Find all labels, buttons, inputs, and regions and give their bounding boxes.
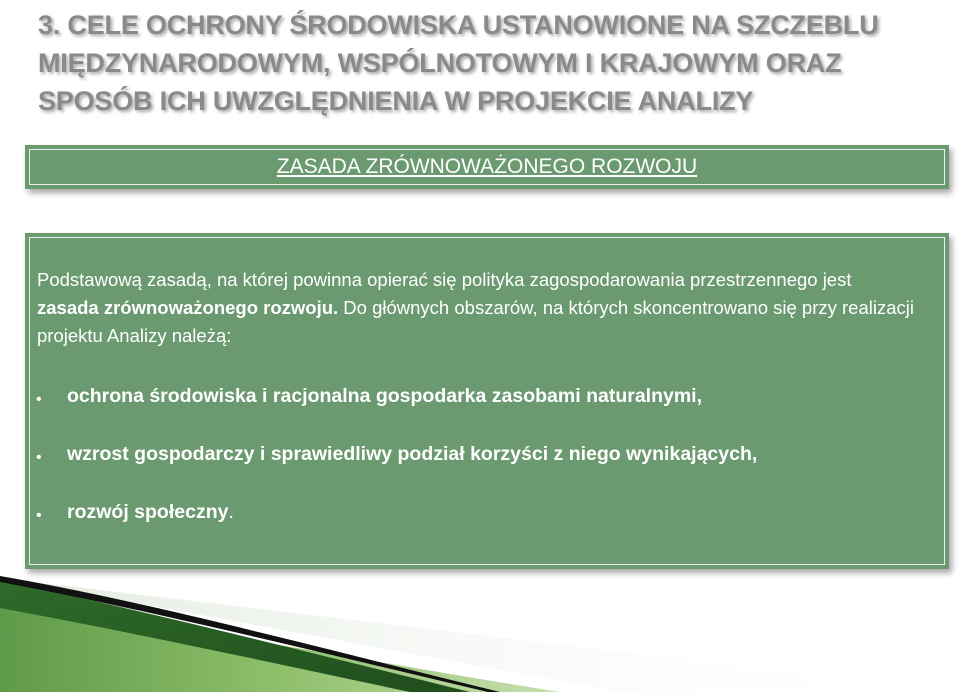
bullet-list bbox=[30, 384, 935, 558]
section-banner-text: ZASADA ZRÓWNOWAŻONEGO ROZWOJU bbox=[276, 155, 698, 178]
bullet-icon: • bbox=[36, 391, 42, 408]
section-banner bbox=[25, 145, 949, 189]
decorative-swoosh bbox=[0, 560, 960, 692]
slide-title-line-2: MIĘDZYNARODOWYM, WSPÓLNOTOWYM I KRAJOWYM ORAZ bbox=[38, 48, 842, 78]
section-banner-frame bbox=[29, 149, 945, 185]
list-item-text bbox=[67, 500, 234, 524]
intro-paragraph-emphasis: zasada zrównoważonego rozwoju. bbox=[37, 297, 339, 318]
intro-paragraph-line-1: Podstawową zasadą, na której powinna opierać się polityka zagospodarowania przestrzennego jest bbox=[37, 269, 852, 290]
content-frame bbox=[29, 237, 945, 565]
list-item-label: ochrona środowiska i racjonalna gospodarka zasobami naturalnymi, bbox=[67, 385, 703, 407]
bullet-icon: • bbox=[36, 507, 42, 524]
bullet-icon: • bbox=[36, 449, 42, 466]
list-item-label: wzrost gospodarczy i sprawiedliwy podział korzyści z niego wynikających, bbox=[67, 443, 758, 465]
list-item-label: rozwój społeczny bbox=[67, 501, 229, 523]
slide-title bbox=[38, 6, 938, 120]
list-item bbox=[30, 500, 935, 558]
list-item-text bbox=[67, 384, 702, 408]
intro-paragraph-rest: Do głównych obszarów, na których skoncentrowano się przy realizacji projektu Analizy należą: bbox=[37, 297, 914, 346]
list-item-text bbox=[67, 442, 757, 466]
list-item bbox=[30, 384, 935, 442]
list-item bbox=[30, 442, 935, 500]
slide-title-line-3: SPOSÓB ICH UWZGLĘDNIENIA W PROJEKCIE ANALIZY bbox=[38, 86, 754, 116]
slide-title-line-1: 3. CELE OCHRONY ŚRODOWISKA USTANOWIONE NA SZCZEBLU bbox=[38, 10, 879, 40]
list-item-tail: . bbox=[228, 501, 234, 523]
content-box bbox=[25, 233, 949, 569]
intro-paragraph bbox=[37, 266, 932, 350]
